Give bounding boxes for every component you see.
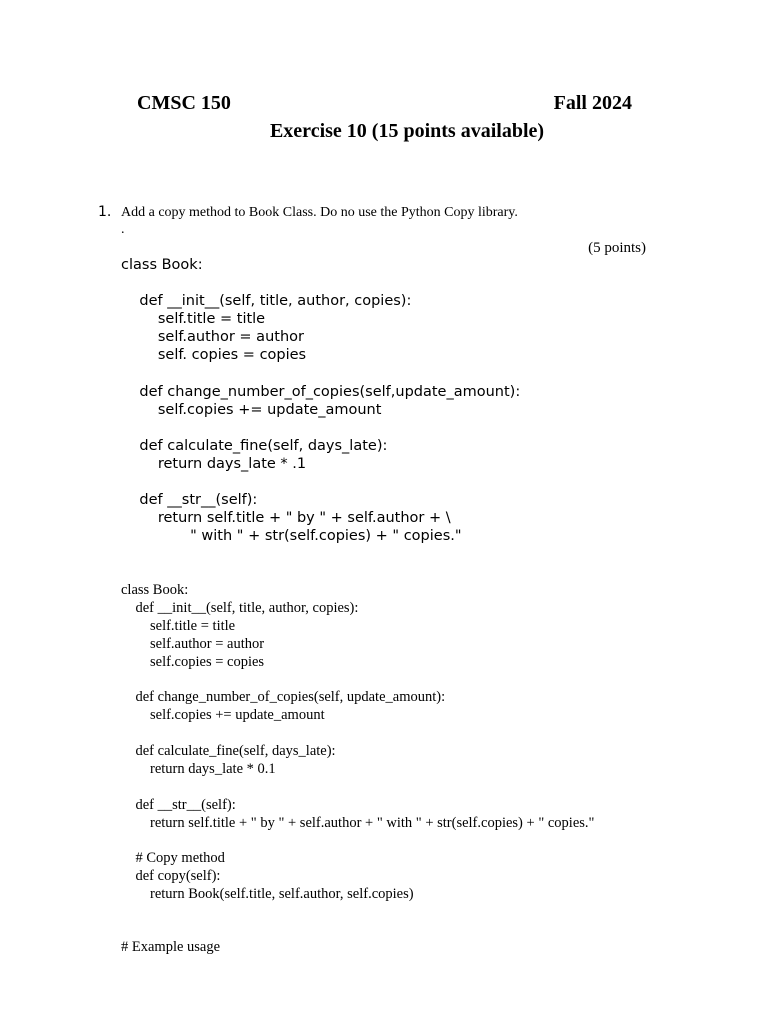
code-line: self. copies = copies <box>121 347 307 364</box>
question-prompt: Add a copy method to Book Class. Do no use the Python Copy library. <box>121 205 518 220</box>
code-line: self.title = title <box>121 311 266 328</box>
code-line: self.author = author <box>121 329 304 346</box>
code-line <box>121 365 520 383</box>
code-line: def __init__(self, title, author, copies): <box>121 293 412 310</box>
code-line: self.copies = copies <box>121 653 265 670</box>
code-line: return days_late * 0.1 <box>121 760 276 777</box>
answer-code-block <box>121 582 594 904</box>
code-line <box>121 779 594 797</box>
code-line <box>121 725 594 743</box>
code-line <box>121 473 520 491</box>
code-line: class Book: <box>121 582 189 598</box>
example-usage-comment: # Example usage <box>121 939 221 955</box>
code-line: return self.title + " by " + self.author + \ <box>121 510 451 527</box>
code-line: def change_number_of_copies(self, update_amount): <box>121 689 446 706</box>
code-line: class Book: <box>121 257 203 273</box>
stray-period: . <box>121 222 125 237</box>
code-line <box>121 419 520 437</box>
code-line: # Copy method <box>121 850 225 867</box>
code-line: self.copies += update_amount <box>121 401 382 418</box>
code-line: def __str__(self): <box>121 492 258 509</box>
code-line: def calculate_fine(self, days_late): <box>121 437 388 454</box>
code-line: " with " + str(self.copies) + " copies." <box>121 528 462 545</box>
course-code: CMSC 150 <box>137 92 231 114</box>
code-line: def calculate_fine(self, days_late): <box>121 743 336 760</box>
given-code-block <box>121 256 520 546</box>
code-line: def __str__(self): <box>121 796 236 813</box>
code-line: def change_number_of_copies(self,update_amount): <box>121 383 521 400</box>
code-line: return days_late * .1 <box>121 456 307 473</box>
question-number: 1. <box>98 204 112 220</box>
exercise-title: Exercise 10 (15 points available) <box>269 120 545 142</box>
code-line <box>121 832 594 850</box>
code-line <box>121 274 520 292</box>
code-line: def copy(self): <box>121 868 221 885</box>
term-label: Fall 2024 <box>553 92 632 114</box>
question-points: (5 points) <box>588 240 646 256</box>
code-line: self.copies += update_amount <box>121 707 325 724</box>
code-line: return self.title + " by " + self.author + " with " + str(self.copies) + " copies." <box>121 814 595 831</box>
code-line: return Book(self.title, self.author, self.copies) <box>121 886 414 903</box>
code-line <box>121 671 594 689</box>
code-line: self.title = title <box>121 617 236 634</box>
code-line: self.author = author <box>121 635 265 652</box>
code-line: def __init__(self, title, author, copies): <box>121 599 359 616</box>
